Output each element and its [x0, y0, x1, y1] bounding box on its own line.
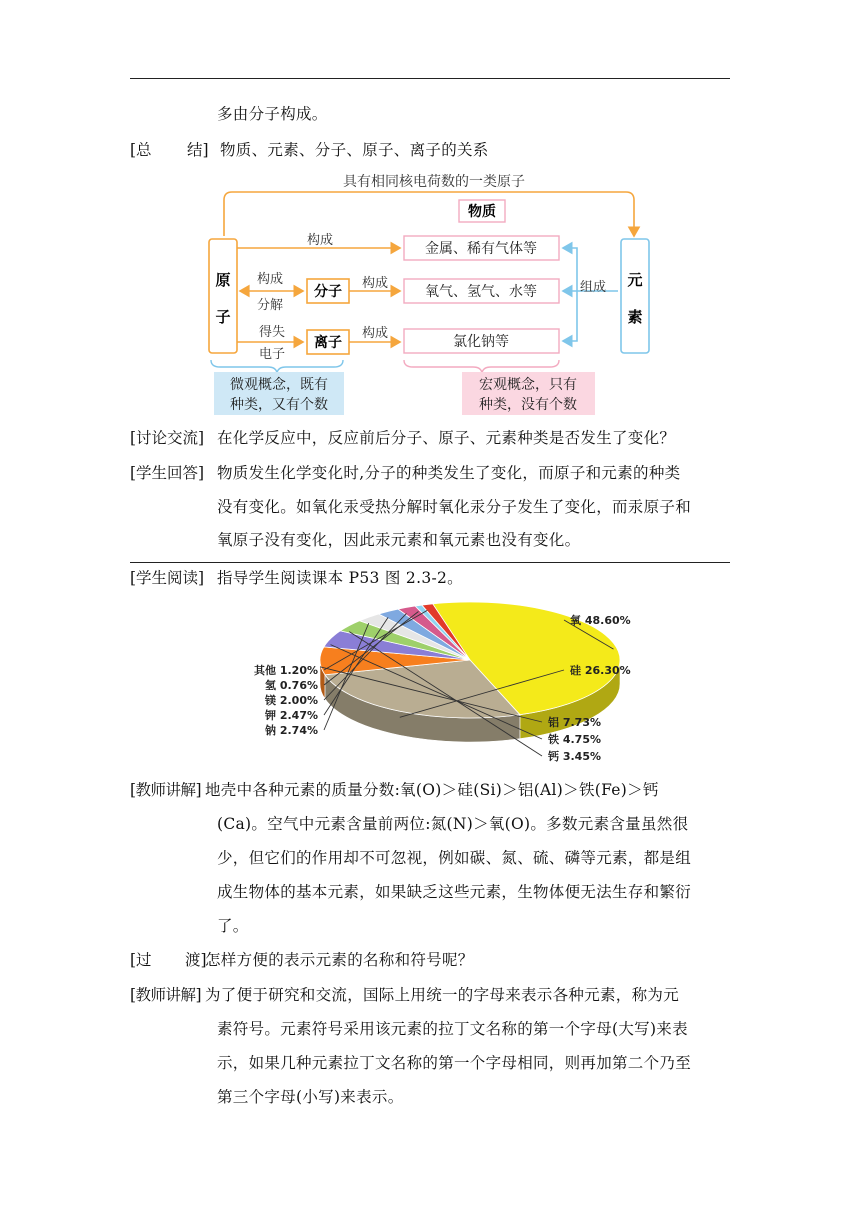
arrow-element-metals — [563, 248, 577, 291]
top-label: 具有相同核电荷数的一类原子 — [343, 174, 525, 190]
box-salt-text: 氯化钠等 — [453, 334, 509, 350]
pie-label-3: 铁 4.75% — [548, 733, 601, 746]
teacher-1-line4: 成生物体的基本元素，如果缺乏这些元素，生物体便无法生存和繁衍 — [217, 883, 692, 901]
teacher-1-line2: (Ca)。空气中元素含量前两位:氮(N)＞氧(O)。多数元素含量虽然很 — [217, 815, 689, 833]
student-answer-tag: [学生回答] — [130, 464, 205, 482]
summary-tag-open: [总 — [130, 141, 152, 159]
element-char-2: 素 — [627, 308, 643, 326]
form-label: 组成 — [579, 280, 607, 295]
student-answer-line1: 物质发生化学变化时,分子的种类发生了变化，而原子和元素的种类 — [217, 464, 681, 482]
teacher-2-line2: 素符号。元素符号采用该元素的拉丁文名称的第一个字母(大写)来表 — [217, 1020, 688, 1038]
discussion-tag: [讨论交流] — [130, 429, 205, 447]
student-answer-line2: 没有变化。如氧化汞受热分解时氧化汞分子发生了变化，而汞原子和 — [217, 498, 692, 516]
relationship-diagram — [0, 0, 860, 420]
top-arc-arrow — [224, 192, 634, 236]
element-char-1: 元 — [627, 271, 643, 289]
macro-brace — [404, 360, 559, 373]
decompose-label: 分解 — [256, 298, 284, 313]
teacher-1-line3: 少，但它们的作用却不可忽视，例如碳、氮、硫、磷等元素，都是组 — [217, 849, 692, 867]
summary-text: 物质、元素、分子、原子、离子的关系 — [220, 141, 489, 159]
teacher-1-line5: 了。 — [217, 917, 249, 935]
compose-label-1: 构成 — [306, 233, 334, 248]
teacher-tag-1: [教师讲解] — [130, 781, 202, 799]
molecule-label: 分子 — [314, 284, 342, 300]
teacher-tag-2: [教师讲解] — [130, 986, 202, 1004]
crust-element-pie-chart — [0, 590, 860, 790]
teacher-2-line1: 为了便于研究和交流，国际上用统一的字母来表示各种元素，称为元 — [205, 986, 680, 1004]
transition-tag-open: [过 — [130, 951, 152, 969]
pie-label-5: 钠 2.74% — [265, 724, 318, 737]
macro-concept-line2: 种类，没有个数 — [479, 397, 577, 413]
section-rule — [130, 562, 730, 563]
atom-char-2: 子 — [215, 308, 231, 326]
element-box — [621, 239, 649, 353]
box-metals-text: 金属、稀有气体等 — [425, 241, 537, 257]
pie-label-6: 钾 2.47% — [265, 709, 318, 722]
teacher-2-line3: 示，如果几种元素拉丁文名称的第一个字母相同，则再加第二个乃至 — [217, 1054, 692, 1072]
micro-concept-line1: 微观概念，既有 — [230, 377, 328, 393]
pie-label-9: 其他 1.20% — [254, 664, 318, 677]
pie-label-8: 氢 0.76% — [265, 679, 318, 692]
ion-label: 离子 — [314, 335, 342, 351]
pie-label-2: 铝 7.73% — [548, 716, 601, 729]
pie-label-4: 钙 3.45% — [548, 750, 601, 763]
discussion-text: 在化学反应中，反应前后分子、原子、元素种类是否发生了变化？ — [217, 429, 676, 447]
pie-label-1: 硅 26.30% — [570, 664, 631, 677]
transition-text: 怎样方便的表示元素的名称和符号呢？ — [205, 951, 474, 969]
box-gases-text: 氧气、氢气、水等 — [425, 284, 537, 300]
atom-box — [209, 239, 237, 353]
arrow-element-salt — [563, 291, 577, 341]
micro-concept-line2: 种类，又有个数 — [230, 397, 328, 413]
student-reading-tag: [学生阅读] — [130, 569, 205, 587]
pie-label-7: 镁 2.00% — [265, 694, 318, 707]
compose-label-2: 构成 — [256, 272, 284, 287]
compose-label-4: 构成 — [361, 326, 389, 341]
student-answer-line3: 氧原子没有变化，因此汞元素和氧元素也没有变化。 — [217, 531, 581, 549]
teacher-2-line4: 第三个字母(小写)来表示。 — [217, 1088, 404, 1106]
transition-tag-close: 渡] — [185, 951, 207, 969]
substance-label: 物质 — [468, 204, 496, 220]
paragraph-line: 多由分子构成。 — [217, 105, 328, 123]
student-reading-text: 指导学生阅读课本 P53 图 2.3-2。 — [217, 569, 463, 587]
summary-tag-close: 结] — [187, 141, 209, 159]
compose-label-3: 构成 — [361, 276, 389, 291]
gain-lose-label-2: 电子 — [258, 347, 286, 362]
pie-label-0: 氧 48.60% — [570, 614, 631, 627]
macro-concept-line1: 宏观概念，只有 — [479, 377, 577, 393]
teacher-1-line1: 地壳中各种元素的质量分数:氧(O)＞硅(Si)＞铝(Al)＞铁(Fe)＞钙 — [205, 781, 659, 799]
atom-char-1: 原 — [215, 271, 231, 289]
gain-lose-label-1: 得失 — [258, 325, 286, 340]
